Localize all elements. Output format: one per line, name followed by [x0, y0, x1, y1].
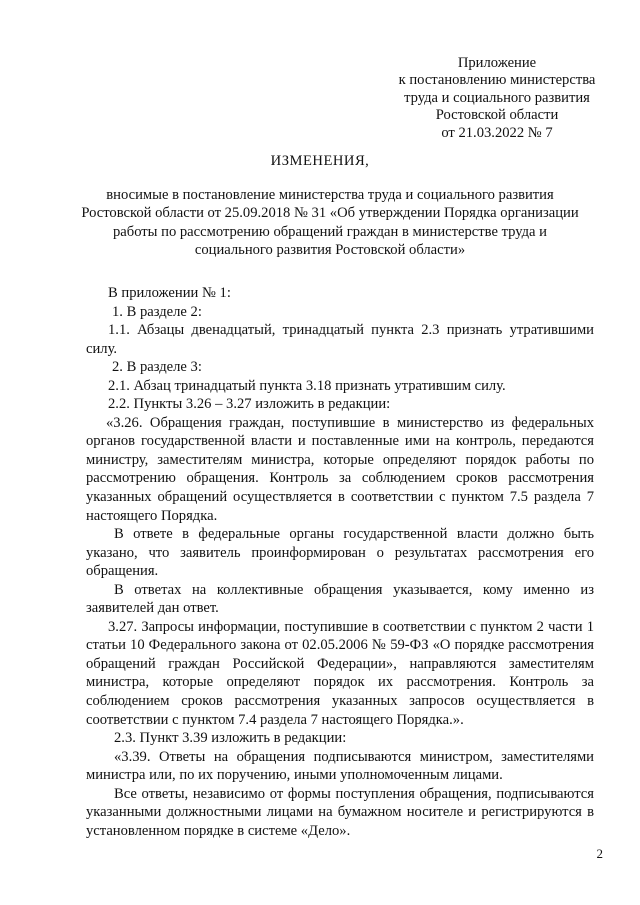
paragraph: 2.3. Пункт 3.39 изложить в редакции:: [114, 730, 347, 747]
document-body: [86, 284, 594, 840]
paragraph: 2.2. Пункты 3.26 – 3.27 изложить в редакции:: [108, 396, 391, 413]
appendix-line: Ростовской области: [435, 107, 559, 124]
appendix-line: Приложение: [457, 55, 537, 71]
subtitle-line: Ростовской области от 25.09.2018 № 31 «Об утверждении Порядка организации: [81, 205, 579, 222]
appendix-line: к постановлению министерства: [398, 72, 596, 89]
paragraph: «3.39. Ответы на обращения подписываются министром, заместителями министра или, по их поручению, иными уполномоченным лицами.: [86, 748, 594, 784]
subtitle-line: работы по рассмотрению обращений граждан в министерстве труда и: [113, 223, 547, 240]
paragraph: В ответах на коллективные обращения указывается, кому именно из заявителей дан ответ.: [86, 581, 594, 617]
paragraph: 2. В разделе 3:: [112, 359, 202, 376]
document-title: ИЗМЕНЕНИЯ,: [270, 153, 370, 169]
appendix-header: [378, 55, 616, 142]
appendix-line: от 21.03.2022 № 7: [441, 124, 553, 141]
subtitle-line: социального развития Ростовской области»: [194, 242, 466, 259]
subtitle-line: вносимые в постановление министерства труда и социального развития: [106, 187, 554, 203]
document-subtitle: [60, 186, 600, 260]
paragraph: Все ответы, независимо от формы поступления обращения, подписываются указанными должностными лицами на бумажном носителе и регистрируются в установленном порядке в системе «Дело».: [86, 785, 594, 839]
paragraph: В приложении № 1:: [108, 285, 231, 301]
paragraph: В ответе в федеральные органы государственной власти должно быть указано, что заявитель проинформирован о результатах рассмотрения его обращения.: [86, 526, 594, 580]
paragraph: 1.1. Абзацы двенадцатый, тринадцатый пункта 2.3 признать утратившими силу.: [86, 322, 594, 357]
paragraph: 2.1. Абзац тринадцатый пункта 3.18 признать утратившим силу.: [108, 377, 506, 394]
paragraph: 3.27. Запросы информации, поступившие в соответствии с пунктом 2 части 1 статьи 10 Федерального закона от 02.05.2006 № 59-ФЗ «О порядке рассмотрения обращений граждан Российской Федерации», направляются заместителям министра, которые определяют порядок их рассмотрения. Контроль за соблюдением сроков рассмотрения указанных запросов осуществляется в соответствии с пунктом 7.4 раздела 7 настоящего Порядка.».: [86, 618, 594, 728]
paragraph: «3.26. Обращения граждан, поступившие в министерство из федеральных органов государственной власти и поставленные ими на контроль, передаются министру, заместителям министра, которые определяют порядок работы по рассмотрению обращения. Контроль за соблюдением сроков рассмотрения указанных обращений осуществляется в соответствии с пунктом 7.5 раздела 7 настоящего Порядка.: [86, 414, 594, 524]
paragraph: 1. В разделе 2:: [112, 303, 202, 320]
appendix-line: труда и социального развития: [404, 89, 590, 106]
page-number: 2: [596, 846, 603, 861]
